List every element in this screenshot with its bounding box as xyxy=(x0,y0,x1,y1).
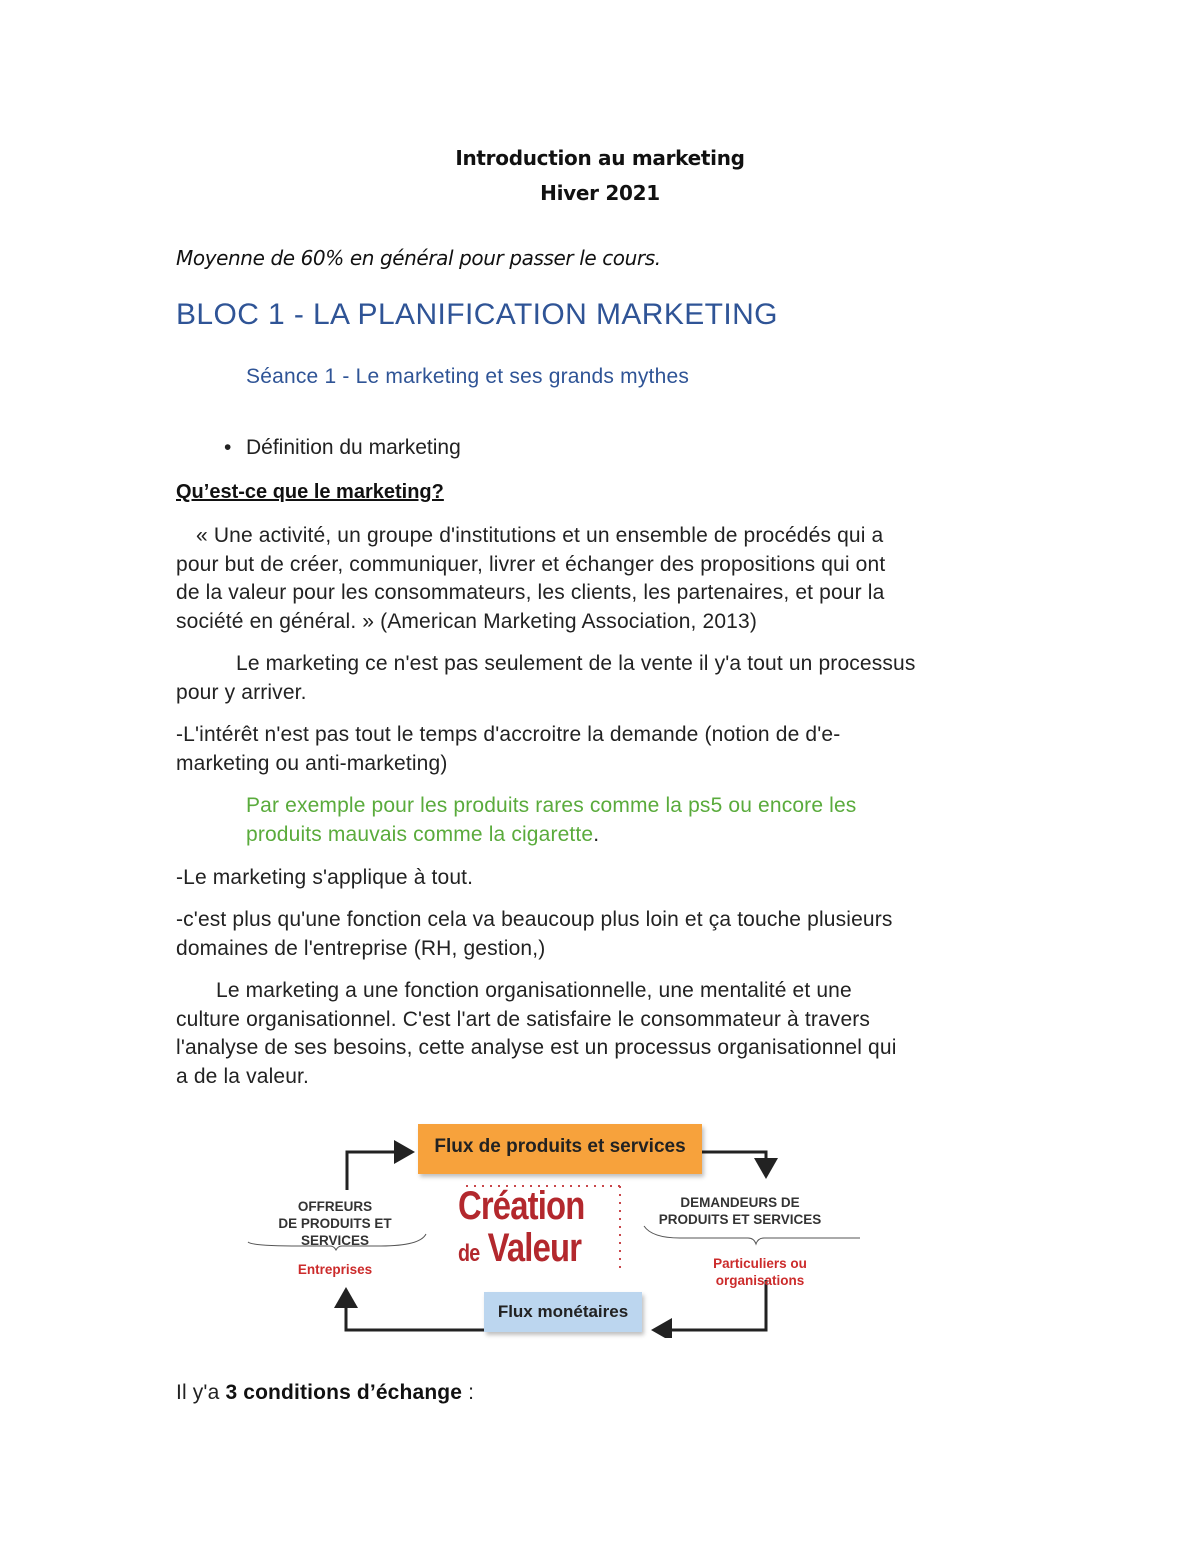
demanders-label-line: DEMANDEURS DE xyxy=(680,1195,800,1210)
organisation-line: a de la valeur. xyxy=(176,1064,310,1088)
demanders-label xyxy=(640,1194,840,1228)
definition-line: société en général. » (American Marketing Association, 2013) xyxy=(176,609,757,633)
organisation-line: l'analyse de ses besoins, cette analyse est un processus organisationnel qui xyxy=(176,1036,897,1059)
conditions-line xyxy=(176,1381,474,1405)
demanders-sub-label xyxy=(684,1255,836,1289)
tout-paragraph: -Le marketing s'applique à tout. xyxy=(176,866,474,889)
process-paragraph xyxy=(176,650,1036,707)
interet-line: -L'intérêt n'est pas tout le temps d'accroitre la demande (notion de d'e- xyxy=(176,723,841,746)
bullet-text: Définition du marketing xyxy=(246,436,461,459)
bullet-item xyxy=(224,436,461,460)
demanders-sub-line: Particuliers ou xyxy=(713,1256,807,1271)
demanders-label-line: PRODUITS ET SERVICES xyxy=(658,1212,822,1227)
definition-line: pour but de créer, communiquer, livrer et échanger des propositions qui ont xyxy=(176,552,886,576)
interet-paragraph xyxy=(176,721,1036,778)
seance-heading: Séance 1 - Le marketing et ses grands mythes xyxy=(246,365,690,388)
interet-line: marketing ou anti-marketing) xyxy=(176,751,448,775)
organisation-line: culture organisationnel. C'est l'art de satisfaire le consommateur à travers xyxy=(176,1007,871,1031)
arrow-left-to-top xyxy=(347,1152,412,1190)
question-heading: Qu’est-ce que le marketing? xyxy=(176,481,444,503)
arrow-bottom-to-left xyxy=(346,1290,484,1330)
fonction-line: domaines de l'entreprise (RH, gestion,) xyxy=(176,936,546,960)
suppliers-label-line: OFFREURS xyxy=(297,1199,373,1214)
suppliers-sub-label: Entreprises xyxy=(297,1262,373,1277)
de-word: de xyxy=(458,1240,480,1267)
arrow-top-to-right xyxy=(702,1152,766,1176)
fonction-paragraph xyxy=(176,906,1036,963)
conditions-bold: 3 conditions d’échange xyxy=(225,1381,463,1404)
creation-word: Création xyxy=(458,1184,585,1228)
right-brace xyxy=(644,1226,860,1244)
product-flow-box: Flux de produits et services xyxy=(418,1124,702,1174)
value-creation-title xyxy=(458,1184,596,1274)
example-period: . xyxy=(593,822,600,846)
bullet-symbol: • xyxy=(224,436,232,459)
example-paragraph xyxy=(246,792,1006,849)
suppliers-label-line: DE PRODUITS ET xyxy=(278,1216,392,1231)
suppliers-label-line: SERVICES xyxy=(300,1233,370,1248)
conditions-prefix: Il y'a xyxy=(176,1381,220,1404)
process-line: pour y arriver. xyxy=(176,680,307,704)
organisation-paragraph xyxy=(176,977,1036,1091)
valeur-word: Valeur xyxy=(487,1226,582,1270)
demanders-sub-line: organisations xyxy=(715,1273,805,1288)
document-title: Introduction au marketing xyxy=(455,146,745,170)
example-line: Par exemple pour les produits rares comme la ps5 ou encore les xyxy=(246,794,857,817)
example-line: produits mauvais comme la cigarette xyxy=(246,822,594,846)
money-flow-box: Flux monétaires xyxy=(484,1292,642,1332)
suppliers-label xyxy=(260,1198,410,1249)
fonction-line: -c'est plus qu'une fonction cela va beaucoup plus loin et ça touche plusieurs xyxy=(176,908,893,931)
definition-line: de la valeur pour les consommateurs, les clients, les partenaires, et pour la xyxy=(176,581,885,604)
process-line: Le marketing ce n'est pas seulement de la vente il y'a tout un processus xyxy=(236,652,916,675)
definition-line: « Une activité, un groupe d'institutions et un ensemble de procédés qui a xyxy=(196,524,884,547)
passing-grade-note: Moyenne de 60% en général pour passer le cours. xyxy=(176,246,661,270)
conditions-suffix: : xyxy=(462,1381,475,1404)
bloc-heading: BLOC 1 - LA PLANIFICATION MARKETING xyxy=(176,298,778,331)
organisation-line: Le marketing a une fonction organisationnelle, une mentalité et une xyxy=(216,979,852,1002)
value-creation-diagram xyxy=(240,1118,870,1338)
document-term: Hiver 2021 xyxy=(540,181,660,205)
definition-paragraph xyxy=(176,522,1036,636)
